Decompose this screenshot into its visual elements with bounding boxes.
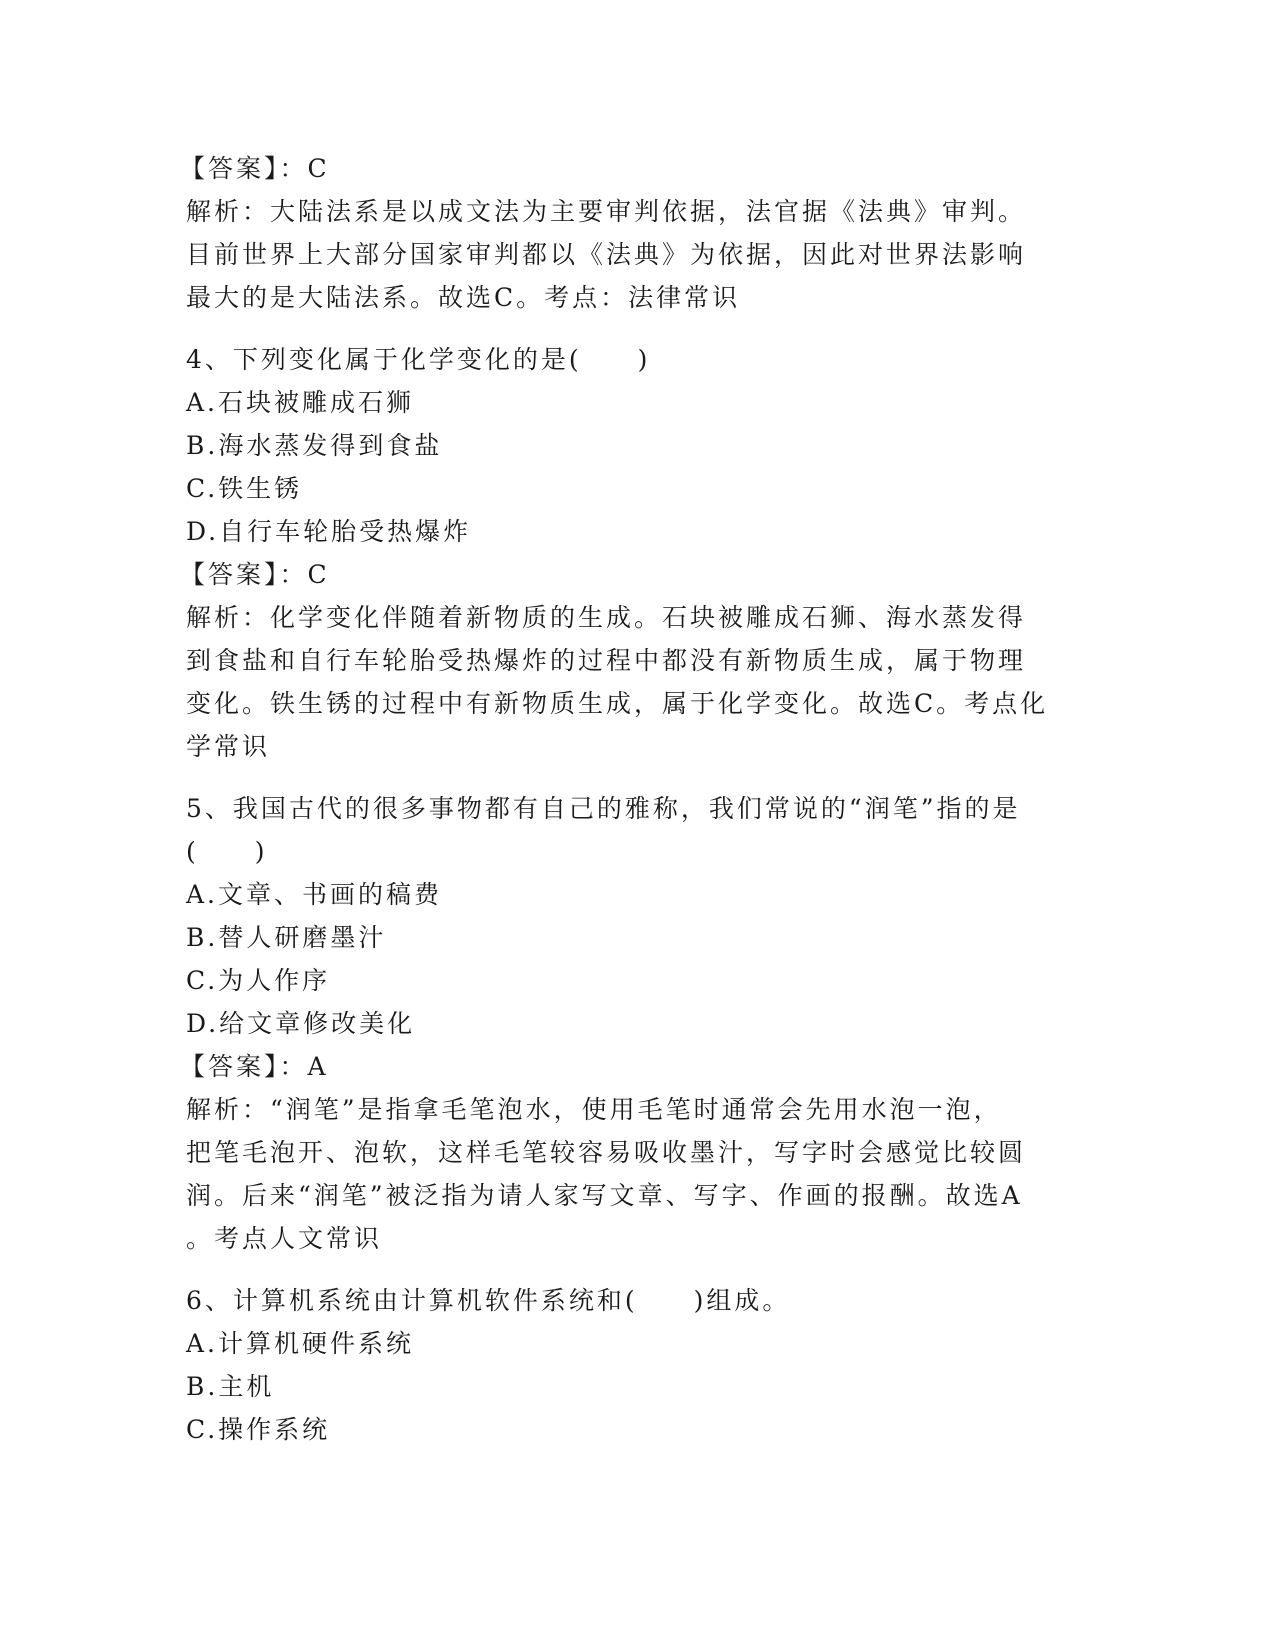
answer-label: 【答案】：A	[180, 1052, 329, 1081]
option-b: B.海水蒸发得到食盐	[186, 431, 443, 460]
question-text: 6、计算机系统由计算机软件系统和( )组成。	[186, 1286, 791, 1315]
analysis-line: 。考点人文常识	[186, 1224, 383, 1253]
analysis-line: 把笔毛泡开、泡软，这样毛笔较容易吸收墨汁，写字时会感觉比较圆	[186, 1138, 1027, 1167]
analysis-line: 解析：大陆法系是以成文法为主要审判依据，法官据《法典》审判。	[186, 197, 1027, 226]
option-c: C.操作系统	[186, 1415, 331, 1444]
option-c: C.为人作序	[186, 966, 331, 995]
question-block-q6	[186, 1279, 1086, 1451]
analysis-line: 解析：“润笔”是指拿毛笔泡水，使用毛笔时通常会先用水泡一泡，	[186, 1095, 1002, 1124]
option-b: B.替人研磨墨汁	[186, 923, 387, 952]
analysis-line: 变化。铁生锈的过程中有新物质生成，属于化学变化。故选C。考点化	[186, 689, 1049, 718]
question-block-q4	[180, 338, 1086, 768]
analysis-line: 解析：化学变化伴随着新物质的生成。石块被雕成石狮、海水蒸发得	[186, 603, 1027, 632]
answer-block-q3	[180, 147, 1086, 319]
answer-label: 【答案】：C	[180, 560, 330, 589]
option-d: D.自行车轮胎受热爆炸	[186, 517, 472, 546]
option-d: D.给文章修改美化	[186, 1009, 416, 1038]
analysis-line: 目前世界上大部分国家审判都以《法典》为依据，因此对世界法影响	[186, 240, 1027, 269]
option-b: B.主机	[186, 1372, 275, 1401]
analysis-line: 润。后来“润笔”被泛指为请人家写文章、写字、作画的报酬。故选A	[186, 1181, 1023, 1210]
analysis-line: 最大的是大陆法系。故选C。考点：法律常识	[186, 283, 741, 312]
analysis-line: 到食盐和自行车轮胎受热爆炸的过程中都没有新物质生成，属于物理	[186, 646, 1027, 675]
document-page	[180, 147, 1086, 1451]
option-a: A.计算机硬件系统	[186, 1329, 415, 1358]
option-c: C.铁生锈	[186, 474, 303, 503]
question-block-q5	[180, 787, 1086, 1260]
answer-label: 【答案】：C	[180, 154, 330, 183]
question-text: 5、我国古代的很多事物都有自己的雅称，我们常说的“润笔”指的是	[186, 794, 1021, 823]
option-a: A.石块被雕成石狮	[186, 388, 415, 417]
question-text-cont: ( )	[186, 837, 268, 866]
analysis-line: 学常识	[186, 732, 271, 761]
option-a: A.文章、书画的稿费	[186, 880, 443, 909]
question-text: 4、下列变化属于化学变化的是( )	[186, 345, 651, 374]
